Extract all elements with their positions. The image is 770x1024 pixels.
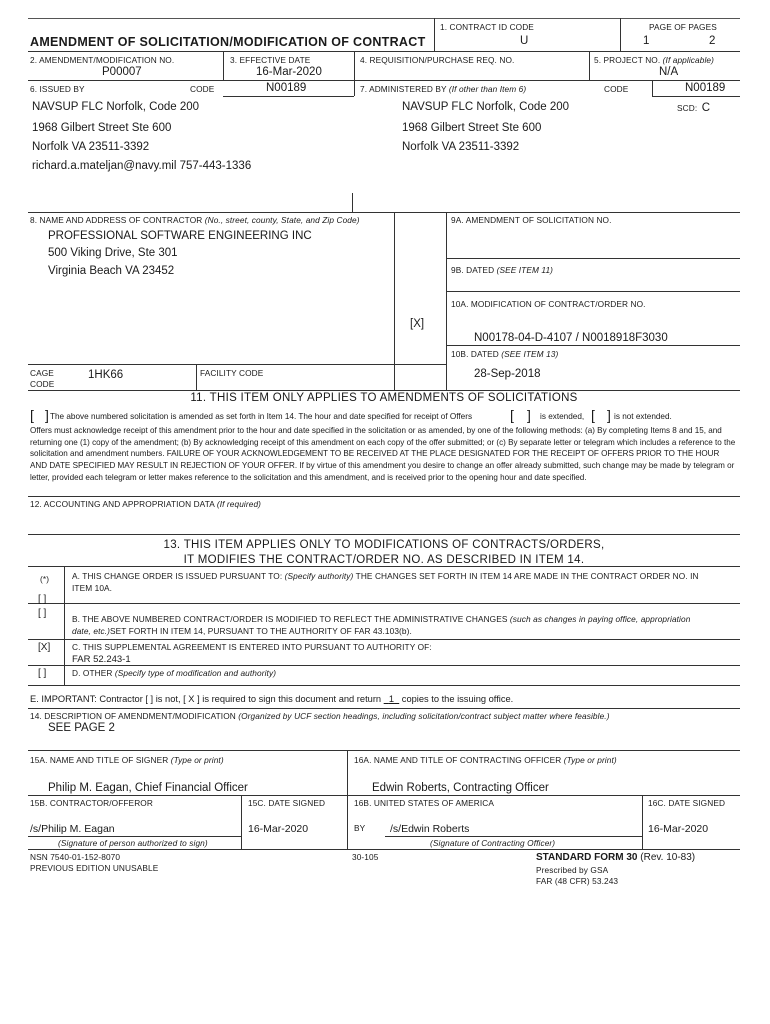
item-13c-check: [X] <box>38 642 51 653</box>
amendment-no-value: P00007 <box>102 66 142 78</box>
amendment-no-label: 2. AMENDMENT/MODIFICATION NO. <box>30 55 175 65</box>
item-13-heading-1: 13. THIS ITEM APPLIES ONLY TO MODIFICATIONS OF CONTRACTS/ORDERS, <box>163 539 605 551</box>
item-13b-text-2: date, etc.)SET FORTH IN ITEM 14, PURSUANT TO THE AUTHORITY OF FAR 43.103(b). <box>72 626 412 636</box>
signature-line-15 <box>28 836 241 837</box>
footer-far: FAR (48 CFR) 53.243 <box>536 876 619 886</box>
extended-bracket-open: [ <box>510 407 514 423</box>
item-15b-signature: /s/Philip M. Eagan <box>30 823 115 835</box>
page-of-pages-label: PAGE OF PAGES <box>649 22 717 32</box>
administered-by-label: 7. ADMINISTERED BY (If other than Item 6) <box>360 84 527 94</box>
issued-code-label: CODE <box>190 84 215 94</box>
cage-value: 1HK66 <box>88 369 124 381</box>
contract-id-value: U <box>520 35 529 47</box>
contractor-line-2: 500 Viking Drive, Ste 301 <box>48 247 178 259</box>
item-16b-label: 16B. UNITED STATES OF AMERICA <box>354 798 494 808</box>
item-16c-value: 16-Mar-2020 <box>648 823 709 835</box>
cage-label-1: CAGE <box>30 368 54 378</box>
item-14-value: SEE PAGE 2 <box>48 722 115 734</box>
item-15b-caption: (Signature of person authorized to sign) <box>58 838 208 848</box>
item-11-heading: 11. THIS ITEM ONLY APPLIES TO AMENDMENTS OF SOLICITATIONS <box>190 392 578 404</box>
item-15a-value: Philip M. Eagan, Chief Financial Officer <box>48 782 248 794</box>
item-11-line-1b: is extended, <box>540 412 585 421</box>
item-10b-label: 10B. DATED (SEE ITEM 13) <box>451 349 559 359</box>
project-no-label: 5. PROJECT NO. (If applicable) <box>594 55 714 65</box>
issued-by-line-4: richard.a.mateljan@navy.mil 757-443-1336 <box>32 160 252 172</box>
item-11-line-1a: The above numbered solicitation is amended as set forth in Item 14. The hour and date specified for receipt of Offers <box>50 412 473 421</box>
item-9a-label: 9A. AMENDMENT OF SOLICITATION NO. <box>451 215 612 225</box>
by-label: BY <box>354 823 366 833</box>
item-15c-value: 16-Mar-2020 <box>248 823 309 835</box>
administered-code-value: N00189 <box>685 82 726 94</box>
item-14-label: 14. DESCRIPTION OF AMENDMENT/MODIFICATION (Organized by UCF section headings, including solicitation/contract subject matter where feasible.) <box>30 711 610 721</box>
administered-by-line-1: NAVSUP FLC Norfolk, Code 200 <box>402 101 570 113</box>
issued-by-line-3: Norfolk VA 23511-3392 <box>32 141 150 153</box>
issued-by-label: 6. ISSUED BY <box>30 84 85 94</box>
item-13a-text-2: ITEM 10A. <box>72 583 113 593</box>
item-16b-caption: (Signature of Contracting Officer) <box>430 838 556 848</box>
contractor-line-3: Virginia Beach VA 23452 <box>48 265 175 277</box>
item-e-line: E. IMPORTANT: Contractor [ ] is not, [ X ] is required to sign this document and return 1 copies to the issuing office. <box>30 694 514 704</box>
effective-date-label: 3. EFFECTIVE DATE <box>230 55 311 65</box>
item-11-body: Offers must acknowledge receipt of this amendment prior to the hour and date specified in the solicitation or as amended, by one of the following methods: (a) By completing Items 8 and 15, and returning one (1) copy of the amendment; (b) By acknowledging receipt of this amendment on each copy of the offer submitted; or (c) By separate letter or telegram which includes a reference to the solicitation and amendment numbers. FAILURE OF YOUR ACKNOWLEDGEMENT TO BE RECEIVED AT THE PLACE DESIGNATED FOR THE RECEIPT OF OFFERS PRIOR TO THE HOUR AND DATE SPECIFIED MAY RESULT IN REJECTION OF YOUR OFFER. If by virtue of this amendment you desire to change an offer already submitted, such change may be made by telegram or letter, provided each telegram or letter makes reference to the solicitation and this amendment, and is received prior to the opening hour and date specified. <box>30 426 736 482</box>
item-13a-check: [ ] <box>38 594 47 605</box>
scd: SCD: C <box>677 102 710 114</box>
item-10b-value: 28-Sep-2018 <box>474 368 541 380</box>
footer-form: STANDARD FORM 30 (Rev. 10-83) <box>536 852 696 863</box>
item-13c-value: FAR 52.243-1 <box>72 654 131 665</box>
item-13-heading-2: IT MODIFIES THE CONTRACT/ORDER NO. AS DESCRIBED IN ITEM 14. <box>183 554 585 566</box>
item-13d-check: [ ] <box>38 668 47 679</box>
item-15c-label: 15C. DATE SIGNED <box>248 798 326 808</box>
not-extended-bracket-close: ] <box>607 407 611 423</box>
item-11-bracket-open: [ <box>30 407 34 423</box>
item-13b-text: B. THE ABOVE NUMBERED CONTRACT/ORDER IS MODIFIED TO REFLECT THE ADMINISTRATIVE CHANGES (such as changes in paying office, appropriation <box>72 614 691 624</box>
item-15b-label: 15B. CONTRACTOR/OFFEROR <box>30 798 153 808</box>
item-11-bracket-close: ] <box>45 407 49 423</box>
item-13d-text: D. OTHER (Specify type of modification and authority) <box>72 668 277 678</box>
contract-id-label: 1. CONTRACT ID CODE <box>440 22 534 32</box>
item-16b-signature: /s/Edwin Roberts <box>390 823 470 835</box>
contractor-label: 8. NAME AND ADDRESS OF CONTRACTOR (No., street, county, State, and Zip Code) <box>30 215 360 225</box>
item-13c-text: C. THIS SUPPLEMENTAL AGREEMENT IS ENTERED INTO PURSUANT TO AUTHORITY OF: <box>72 642 432 652</box>
form-title: AMENDMENT OF SOLICITATION/MODIFICATION OF CONTRACT <box>30 35 426 49</box>
project-no-value: N/A <box>659 66 679 78</box>
issued-code-value: N00189 <box>266 82 307 94</box>
item-10a-label: 10A. MODIFICATION OF CONTRACT/ORDER NO. <box>451 299 646 309</box>
administered-by-line-2: 1968 Gilbert Street Ste 600 <box>402 122 542 134</box>
footer-prescribed: Prescribed by GSA <box>536 865 609 875</box>
item-12-label: 12. ACCOUNTING AND APPROPRIATION DATA (If required) <box>30 499 262 509</box>
item-10a-value: N00178-04-D-4107 / N0018918F3030 <box>474 332 668 344</box>
item-13a-text: A. THIS CHANGE ORDER IS ISSUED PURSUANT TO: (Specify authority) THE CHANGES SET FORTH IN ITEM 14 ARE MADE IN THE CONTRACT ORDER NO. IN <box>72 571 699 581</box>
total-pages: 2 <box>709 35 716 47</box>
item-16a-label: 16A. NAME AND TITLE OF CONTRACTING OFFICER (Type or print) <box>354 755 617 765</box>
administered-code-label: CODE <box>604 84 629 94</box>
item-13-star: (*) <box>40 574 50 584</box>
item-16a-value: Edwin Roberts, Contracting Officer <box>372 782 549 794</box>
item-15a-label: 15A. NAME AND TITLE OF SIGNER (Type or print) <box>30 755 224 765</box>
signature-line-16 <box>385 836 642 837</box>
page-number: 1 <box>643 35 650 47</box>
item-10-check: [X] <box>410 318 425 330</box>
item-11-line-1c: is not extended. <box>614 412 672 421</box>
footer-previous: PREVIOUS EDITION UNUSABLE <box>30 863 159 873</box>
administered-by-line-3: Norfolk VA 23511-3392 <box>402 141 520 153</box>
facility-code-label: FACILITY CODE <box>200 368 264 378</box>
not-extended-bracket-open: [ <box>591 407 595 423</box>
item-16c-label: 16C. DATE SIGNED <box>648 798 726 808</box>
extended-bracket-close: ] <box>527 407 531 423</box>
issued-by-line-2: 1968 Gilbert Street Ste 600 <box>32 122 172 134</box>
footer-code: 30-105 <box>352 852 379 862</box>
effective-date-value: 16-Mar-2020 <box>256 66 322 78</box>
requisition-label: 4. REQUISITION/PURCHASE REQ. NO. <box>360 55 515 65</box>
footer-nsn: NSN 7540-01-152-8070 <box>30 852 121 862</box>
item-9b-label: 9B. DATED (SEE ITEM 11) <box>451 265 554 275</box>
contractor-name: PROFESSIONAL SOFTWARE ENGINEERING INC <box>48 230 312 242</box>
cage-label-2: CODE <box>30 379 55 389</box>
item-13b-check: [ ] <box>38 608 47 619</box>
issued-by-line-1: NAVSUP FLC Norfolk, Code 200 <box>32 101 200 113</box>
